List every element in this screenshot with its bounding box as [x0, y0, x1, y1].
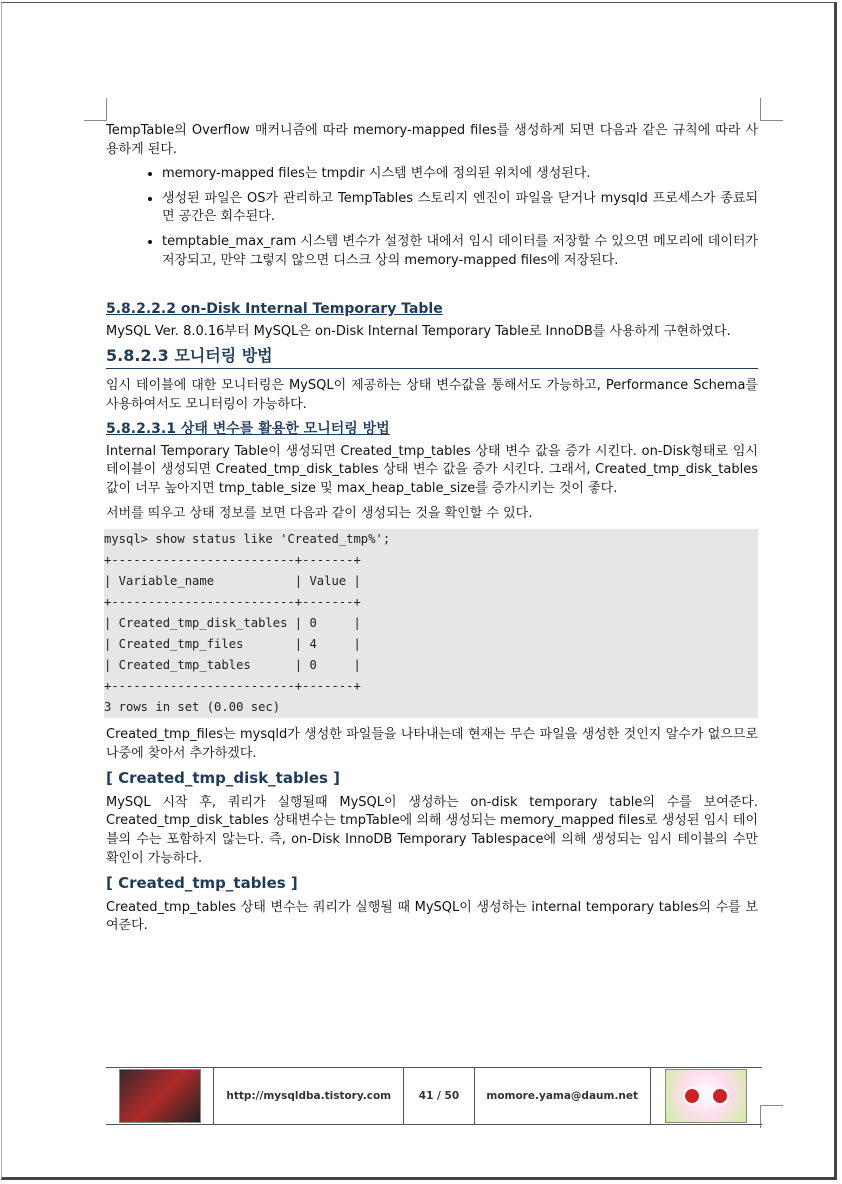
- intro-paragraph: TempTable의 Overflow 매커니즘에 따라 memory-mapped files를 생성하게 되면 다음과 같은 규칙에 따라 사용하게 된다.: [106, 123, 758, 157]
- list-item: • 생성된 파일은 OS가 관리하고 TempTables 스토리지 엔진이 파일을 닫거나 mysqld 프로세스가 종료되면 공간은 회수된다.: [162, 190, 758, 227]
- footer-email[interactable]: momore.yama@daum.net: [475, 1068, 651, 1124]
- page-content: [106, 122, 758, 942]
- disk-tables-paragraph: MySQL 시작 후, 쿼리가 실행될때 MySQL이 생성하는 on-disk temporary table의 수를 보여준다. Created_tmp_disk_tables 상태변수는 tmpTable에 의해 생성되는 memory_mapped files로 생성된 임시 테이블의 수는 포함하지 않는다. 즉, on-Disk InnoDB Temporary Tablespace에 의해 생성되는 임시 테이블의 수만 확인이 가능하다.: [106, 794, 758, 866]
- footer-url[interactable]: http://mysqldba.tistory.com: [214, 1068, 404, 1124]
- section-heading-status-vars: 5.8.2.3.1 상태 변수를 활용한 모니터링 방법: [106, 421, 390, 438]
- eye-icon: [711, 1087, 729, 1105]
- heading-created-tmp-disk-tables: [ Created_tmp_disk_tables ]: [106, 769, 341, 788]
- section-heading-monitoring: 5.8.2.3 모니터링 방법: [106, 347, 758, 369]
- monitoring-paragraph: 임시 테이블에 대한 모니터링은 MySQL이 제공하는 상태 변수값을 통해서도 가능하고, Performance Schema를 사용하여서도 모니터링이 가능하다.: [106, 377, 758, 412]
- heading-created-tmp-tables: [ Created_tmp_tables ]: [106, 874, 298, 893]
- status-check-paragraph: 서버를 띄우고 상태 정보를 보면 다음과 같이 생성되는 것을 확인할 수 있다.: [106, 505, 533, 521]
- list-item: • memory-mapped files는 tmpdir 시스템 변수에 정의된 위치에 생성된다.: [162, 165, 758, 184]
- footer-page-number: 41 / 50: [404, 1068, 475, 1124]
- footer-left-image-cell: [106, 1068, 214, 1124]
- page-footer: [106, 1067, 762, 1125]
- list-item: • temptable_max_ram 시스템 변수가 설정한 내에서 임시 데이터를 저장할 수 있으면 메모리에 데이터가 저장되고, 만약 그렇지 않으면 디스크 상의 memory-mapped files에 저장된다.: [162, 233, 758, 270]
- crop-mark-top-right: [760, 98, 783, 121]
- tmp-files-paragraph: Created_tmp_files는 mysqld가 생성한 파일들을 나타내는데 현재는 무슨 파일을 생성한 것인지 알수가 없으므로 나중에 찾아서 추가하겠다.: [106, 727, 758, 761]
- on-disk-paragraph: MySQL Ver. 8.0.16부터 MySQL은 on-Disk Internal Temporary Table로 InnoDB를 사용하게 구현하였다.: [106, 323, 731, 339]
- code-block: mysql> show status like 'Created_tmp%'; +-------------------------+-------+ | Variable_name | Value | +-------------------------+-------+ | Created_tmp_disk_tables | 0 | | Created_tmp_files | 4 | | Created_tmp_tables | 0 | +-------------------------+-------+ 3 rows in set (0.00 sec): [104, 529, 758, 718]
- footer-right-image-cell: [651, 1068, 762, 1124]
- tmp-tables-paragraph: Created_tmp_tables 상태 변수는 쿼리가 실행될 때 MySQL이 생성하는 internal temporary tables의 수를 보여준다.: [106, 899, 758, 934]
- crop-mark-bottom-right: [760, 1105, 783, 1128]
- section-heading-on-disk: 5.8.2.2.2 on-Disk Internal Temporary Table: [106, 301, 443, 318]
- avatar-left: [119, 1069, 201, 1123]
- crop-mark-top-left: [84, 98, 107, 121]
- avatar-right: [665, 1069, 747, 1123]
- status-vars-paragraph: Internal Temporary Table이 생성되면 Created_tmp_tables 상태 변수 값을 증가 시킨다. on-Disk형태로 임시 테이블이 생성되면 Created_tmp_disk_tables 상태 변수 값을 증가 시킨다. 그래서, Created_tmp_disk_tables 값이 너무 높아지면 tmp_table_size 및 max_heap_table_size를 증가시키는 것이 좋다.: [106, 443, 758, 496]
- rules-list: [106, 165, 758, 270]
- eye-icon: [683, 1087, 701, 1105]
